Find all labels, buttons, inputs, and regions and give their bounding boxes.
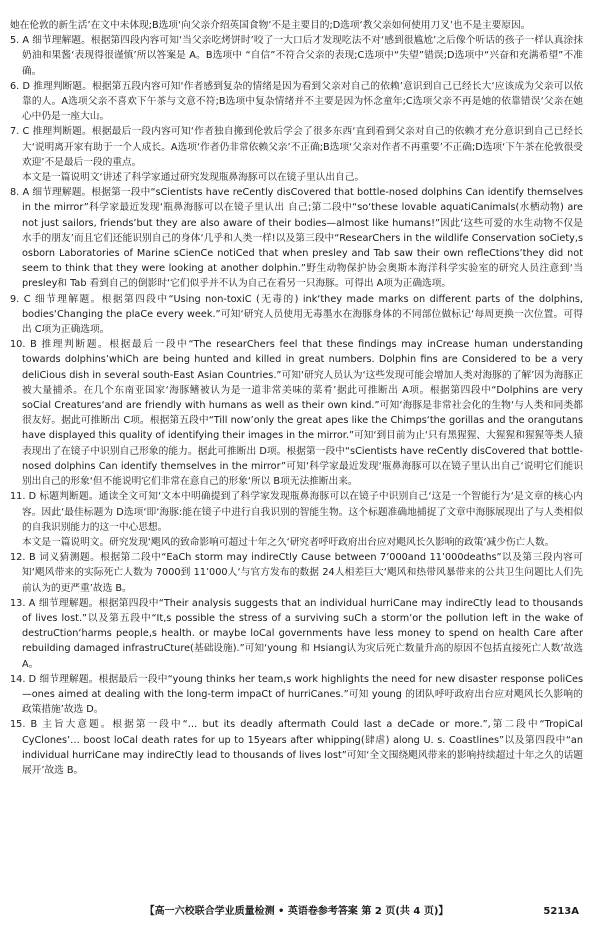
answer-item-6: 6. D 推理判断题。根据第五段内容可知‘作者感到复杂的情绪是因为看到父亲对自己的依赖’意识到自己已经长大‘应该成为父亲可以依靠的人。A选项父亲不喜欢下午茶与文意不符;B选项中复杂情绪并不主要是因为怀念童年;C选项父亲不再是她的依靠错误‘父亲在她心中仍是一座大山。 — [10, 80, 583, 123]
answer-item-5: 5. A 细节理解题。根据第四段内容可知‘当父亲吃烤饼时’咬了一大口后才发现吃法不对‘感到很尴尬’之后像个听话的孩子一样认真涂抹奶油和果酱‘表现得很谨慎’所以答案是 A。B选项中 “自信”不符合父亲的表现;C选项中“失望”错误;D选项中“兴奋和充满希望”不准确。 — [10, 35, 583, 77]
answer-item-10: 10. B 推理判断题。根据最后一段中“The researChers feel that these findings may inCrease human understanding towards dolphins’whiCh are being hunted and killed in great numbers. Dolphin fins are Considered to be a very deliCious dish in several south-East Asian Countries.”可知‘研究人员认为‘这些发现可能会增加人类对海豚的了解’因为海豚正被大量捕杀。在几个东南亚国家‘海豚鳍被认为是一道非常美味的菜肴’据此可推断出 A项。根据第四段中“Dolphins are very soCial Creatures‘and are friendly with humans as well as their own kind.”可知‘海豚是非常社会化的生物‘与人类和同类都很友好。据此可推断出 C项。根据第五段中“Till now’only the great apes like the Chimps‘the gorillas and the orangutans have displayed this quality of identifying their images in the mirror.”可知‘到目前为止‘只有黑猩猩、大猩猩和猩猩等类人猿表现出了在镜子中识别自己形象的能力。据此可推断出 D项。根据第一段中“sCientists have reCently disCovered that bottle-nosed dolphins Can identify themselves in the mirror”可知‘科学家最近发现‘瓶鼻海豚可以在镜子里认出自己‘说明它们能识别出自己的形象‘但不能说明它们非常在意自己的形象‘所以 B项无法推断出来。 — [10, 339, 583, 488]
answer-item-14: 14. D 细节理解题。根据最后一段中“young thinks her team,s work highlights the need for new disaster response poliCes—ones aimed at dealing with the long-term impaCt of hurriCanes.”可知 young 的团队呼吁政府出台应对飓风长久影响的政策措施’故选 D。 — [10, 673, 583, 716]
paragraph-continuation: 她在伦敦的新生活’在文中未体现;B选项‘向父亲介绍英国食物’不是主要目的;D选项‘教父亲如何使用刀叉’也不是主要原因。 — [10, 20, 531, 31]
passage-summary-dolphins: 本文是一篇说明文‘讲述了科学家通过研究发现瓶鼻海豚可以在镜子里认出自己。 — [22, 172, 365, 184]
document-code: 5213A — [543, 906, 579, 917]
answer-item-8: 8. A 细节理解题。根据第一段中“sCientists have reCently disCovered that bottle-nosed dolphins Can identify themselves in the mirror”科学家最近发现‘瓶鼻海豚可以在镜子里认出 自己;第二段中“so‘these lovable aquatiCanimals(水栖动物) are not just sailors, friends’but they are also aware of their bodies—almost like humans!”因此‘这些可爱的水生动物不仅是水手的朋友’而且它们还能识别自己的身体‘几乎和人类一样!以及第三段中“ResearChers in the wildlife Conservation soCiety,s osborn Laboratories of Marine sCienCe notiCed that when presley and Tab saw their own refleCtions’they did not seem to think that they were looking at another dolphin.”野生动物保护协会奥斯本海洋科学实验室的研究人员注意到‘当 presley和 Tab 看到自己的倒影时‘它们似乎并不认为自己在看另一只海豚。可得出 A项为正确选项。 — [10, 187, 583, 290]
answer-item-12: 12. B 词义猜测题。根据第二段中“EaCh storm may indireCtly Cause between 7’000and 11’000deaths”以及第三段内容可知‘飓风带来的实际死亡人数为 7000到 11’000人‘与官方发布的数据 24人相差巨大‘飓风和热带风暴带来的公共卫生问题比人们先前认为的更严重’故选 B。 — [10, 552, 583, 594]
answer-item-7: 7. C 推理判断题。根据最后一段内容可知‘作者独自搬到伦敦后学会了很多东西‘直到看到父亲对自己的依赖才充分意识到自己已经长大‘说明离开家有助于一个人成长。A选项‘作者仍非常依赖父亲’不正确;B选项‘父亲对作者不再重要’不正确;D选项‘下午茶在伦敦很受欢迎’不是最后一段的重点。 — [10, 126, 583, 168]
passage-summary-hurricanes: 本文是一篇说明文。研究发现‘飓风的致命影响可超过十年之久‘研究者呼吁政府出台应对飓风长久影响的政策‘减少伤亡人数。 — [22, 536, 555, 548]
answer-item-13: 13. A 细节理解题。根据第四段中“Their analysis suggests that an individual hurriCane may indireCtly lead to thousands of lives lost.”以及第五段中“It,s possible the stress of a surviving suCh a storm’or the pollution left in the wake of destruCtion‘harms people,s health. or maybe loCal governments have less money to spend on health Care after rebuilding damaged infrastruCture(基础设施).”可知‘young 和 Hsiang认为灾后死亡数量升高的原因不包括直接死亡人数’故选 A。 — [10, 597, 583, 670]
page-footer — [0, 904, 593, 920]
answer-item-9: 9. C 细节理解题。根据第四段中“Using non-toxiC (无毒的) ink‘they made marks on different parts of the dolphins, bodies‘Changing the plaCe every week.”可知‘研究人员使用无毒墨水在海豚身体的不同部位做标记‘每周更换一次位置。可得出 C项为正确选项。 — [10, 293, 583, 336]
answer-item-11: 11. D 标题判断题。通读全文可知‘文本中明确提到了科学家发现瓶鼻海豚可以在镜子中识别自己‘这是一个智能行为‘是文章的核心内容。因此‘最佳标题为 D选项‘即‘海豚:能在镜子中进行自我识别的智能生物。这个标题准确地捕捉了文章中海豚展现出了与人类相似的自我识别能力的这一中心思想。 — [10, 491, 583, 533]
answer-item-15: 15. B 主旨大意题。根据第一段中“… but its deadly aftermath Could last a deCade or more.”,第二段中“TropiCal CyClones’… boost loCal death rates for up to 15years after whipping(肆虐) along U. s. Coastlines”以及第四段中“an individual hurriCane may indireCtly lead to thousands of lives lost”可知‘全文围绕飓风带来的影响持续超过十年之久的话题展开’故选 B。 — [10, 719, 583, 776]
footer-caption: 【高一六校联合学业质量检测 • 英语卷参考答案 第 2 页(共 4 页)】 — [144, 906, 449, 917]
answer-explanations — [10, 18, 583, 778]
